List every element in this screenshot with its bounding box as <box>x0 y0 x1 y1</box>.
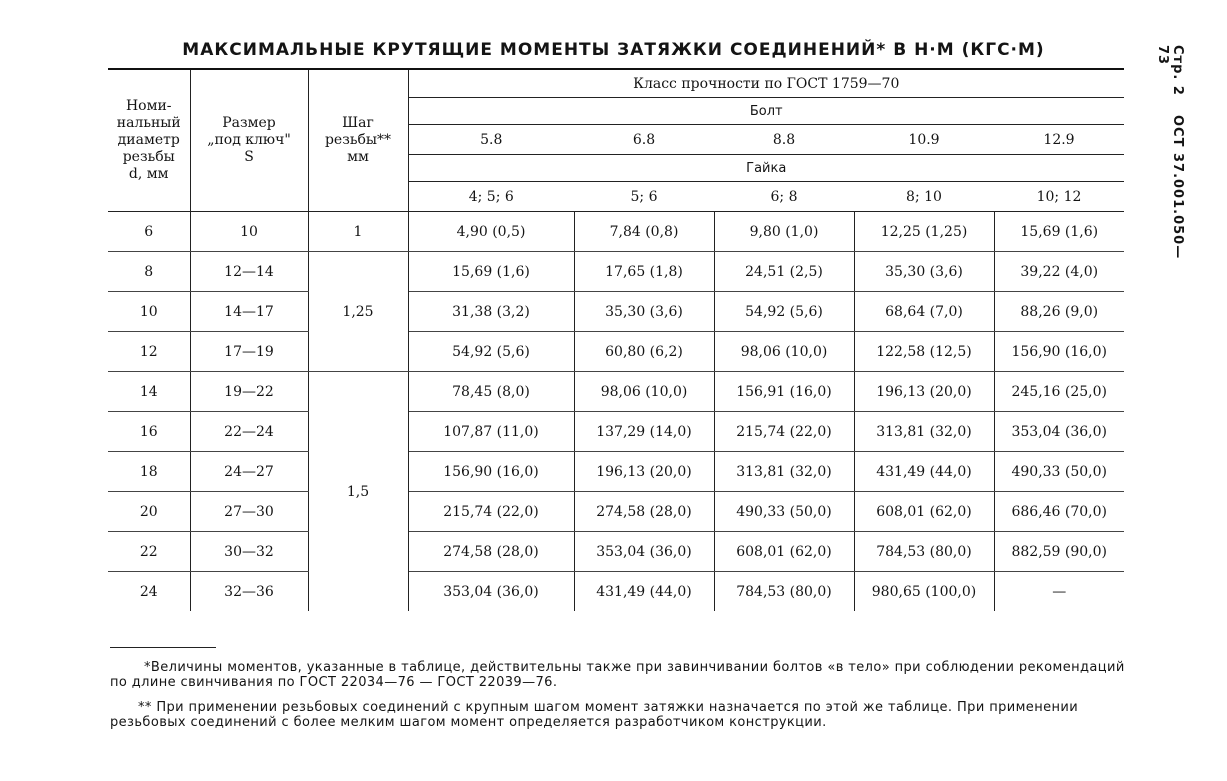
torque-table <box>108 68 1124 611</box>
torque-cell: 215,74 (22,0) <box>408 492 574 532</box>
nut-class: 8; 10 <box>854 182 994 212</box>
diameter-cell: 18 <box>108 452 190 492</box>
diameter-cell: 22 <box>108 532 190 572</box>
torque-cell: 245,16 (25,0) <box>994 372 1124 412</box>
header-pitch: Шаг резьбы** мм <box>308 69 408 212</box>
torque-cell: 98,06 (10,0) <box>714 332 854 372</box>
torque-cell: — <box>1052 583 1067 600</box>
torque-cell: 107,87 (11,0) <box>408 412 574 452</box>
torque-cell: 353,04 (36,0) <box>994 412 1124 452</box>
bolt-class: 6.8 <box>574 125 714 155</box>
diameter-cell: 6 <box>108 212 190 252</box>
torque-cell: 24,51 (2,5) <box>714 252 854 292</box>
diameter-cell: 12 <box>108 332 190 372</box>
torque-cell: 137,29 (14,0) <box>574 412 714 452</box>
size-cell: 30—32 <box>190 532 308 572</box>
torque-cell: 39,22 (4,0) <box>994 252 1124 292</box>
pitch-cell: 1,25 <box>308 252 408 372</box>
torque-cell: 431,49 (44,0) <box>574 572 714 612</box>
torque-cell: 353,04 (36,0) <box>408 572 574 612</box>
nut-class: 5; 6 <box>574 182 714 212</box>
torque-cell: 196,13 (20,0) <box>574 452 714 492</box>
bolt-class: 5.8 <box>408 125 574 155</box>
diameter-cell: 10 <box>108 292 190 332</box>
torque-cell: 54,92 (5,6) <box>408 332 574 372</box>
pitch-cell: 1,5 <box>308 372 408 612</box>
torque-cell: 196,13 (20,0) <box>854 372 994 412</box>
standard-code: ОСТ 37.001.050—73 <box>1155 45 1185 260</box>
header-strength-class: Класс прочности по ГОСТ 1759—70 <box>408 69 1124 98</box>
size-cell: 27—30 <box>190 492 308 532</box>
torque-cell: 784,53 (80,0) <box>854 532 994 572</box>
nut-class: 6; 8 <box>714 182 854 212</box>
footnote-rule <box>110 647 216 648</box>
torque-cell: 9,80 (1,0) <box>714 212 854 252</box>
torque-cell: 31,38 (3,2) <box>408 292 574 332</box>
bolt-class: 12.9 <box>994 125 1124 155</box>
torque-cell: 608,01 (62,0) <box>854 492 994 532</box>
footnote-2: ** При применении резьбовых соединений с крупным шагом момент затяжки назначается по этой же таблице. При применении резьбовых соединений с более мелким шагом момент определяется разработчиком конструкции. <box>110 700 1079 730</box>
size-cell: 10 <box>190 212 308 252</box>
torque-cell: 274,58 (28,0) <box>408 532 574 572</box>
torque-cell: 490,33 (50,0) <box>994 452 1124 492</box>
page-number: Стр. 2 <box>1170 45 1185 96</box>
torque-cell: 54,92 (5,6) <box>714 292 854 332</box>
torque-cell: 15,69 (1,6) <box>408 252 574 292</box>
header-nut: Гайка <box>408 155 1124 182</box>
size-cell: 12—14 <box>190 252 308 292</box>
torque-cell: 60,80 (6,2) <box>574 332 714 372</box>
torque-cell: 274,58 (28,0) <box>574 492 714 532</box>
torque-cell: 353,04 (36,0) <box>574 532 714 572</box>
diameter-cell: 20 <box>108 492 190 532</box>
torque-cell: 882,59 (90,0) <box>994 532 1124 572</box>
torque-cell: 686,46 (70,0) <box>994 492 1124 532</box>
torque-cell: 88,26 (9,0) <box>994 292 1124 332</box>
torque-cell: 7,84 (0,8) <box>574 212 714 252</box>
header-bolt: Болт <box>408 98 1124 125</box>
nut-class: 4; 5; 6 <box>408 182 574 212</box>
torque-cell: 215,74 (22,0) <box>714 412 854 452</box>
bolt-class: 8.8 <box>714 125 854 155</box>
torque-cell: 17,65 (1,8) <box>574 252 714 292</box>
torque-cell: 313,81 (32,0) <box>854 412 994 452</box>
torque-cell: 4,90 (0,5) <box>408 212 574 252</box>
torque-cell: 156,91 (16,0) <box>714 372 854 412</box>
torque-cell: 12,25 (1,25) <box>854 212 994 252</box>
torque-cell: 608,01 (62,0) <box>714 532 854 572</box>
diameter-cell: 16 <box>108 412 190 452</box>
size-cell: 14—17 <box>190 292 308 332</box>
size-cell: 32—36 <box>190 572 308 612</box>
torque-cell: 980,65 (100,0) <box>854 572 994 612</box>
diameter-cell: 14 <box>108 372 190 412</box>
torque-cell: 68,64 (7,0) <box>854 292 994 332</box>
size-cell: 19—22 <box>190 372 308 412</box>
pitch-cell: 1 <box>308 212 408 252</box>
torque-cell: 490,33 (50,0) <box>714 492 854 532</box>
size-cell: 24—27 <box>190 452 308 492</box>
torque-cell: 156,90 (16,0) <box>994 332 1124 372</box>
torque-cell: 98,06 (10,0) <box>574 372 714 412</box>
torque-cell: 431,49 (44,0) <box>854 452 994 492</box>
footnote-1: *Величины моментов, указанные в таблице, действительны также при завинчивании болтов «в тело» при соблюдении рекомендаций по длине свинчивания по ГОСТ 22034—76 — ГОСТ 22039—76. <box>110 660 1125 690</box>
page-sidebar <box>1145 45 1185 290</box>
header-diameter: Номи- нальный диаметр резьбы d, мм <box>108 69 190 212</box>
torque-cell: 35,30 (3,6) <box>574 292 714 332</box>
header-wrench-size: Размер „под ключ" S <box>190 69 308 212</box>
torque-cell: 78,45 (8,0) <box>408 372 574 412</box>
torque-cell: 313,81 (32,0) <box>714 452 854 492</box>
torque-cell: 784,53 (80,0) <box>714 572 854 612</box>
size-cell: 22—24 <box>190 412 308 452</box>
diameter-cell: 8 <box>108 252 190 292</box>
torque-cell: 35,30 (3,6) <box>854 252 994 292</box>
size-cell: 17—19 <box>190 332 308 372</box>
torque-cell: 156,90 (16,0) <box>408 452 574 492</box>
bolt-class: 10.9 <box>854 125 994 155</box>
torque-cell: 122,58 (12,5) <box>854 332 994 372</box>
diameter-cell: 24 <box>108 572 190 612</box>
torque-cell: 15,69 (1,6) <box>994 212 1124 252</box>
table-title: МАКСИМАЛЬНЫЕ КРУТЯЩИЕ МОМЕНТЫ ЗАТЯЖКИ СОЕДИНЕНИЙ* В Н·М (КГС·М) <box>182 40 1045 60</box>
nut-class: 10; 12 <box>994 182 1124 212</box>
